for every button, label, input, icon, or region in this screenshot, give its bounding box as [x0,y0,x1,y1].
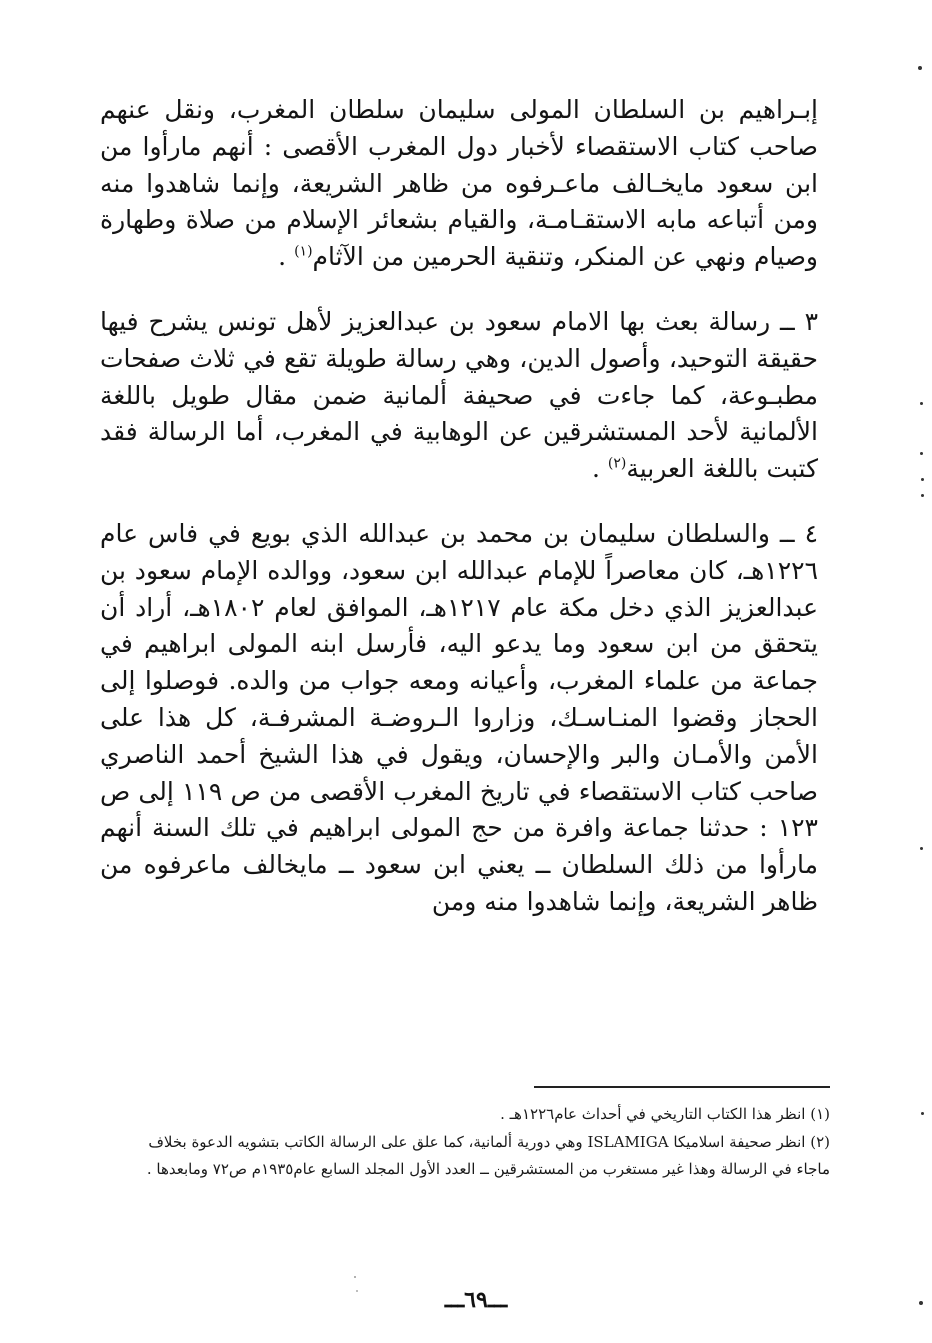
scan-speck [921,1112,924,1115]
scan-speck [921,478,924,481]
paragraph [100,516,818,921]
scan-speck [356,1290,358,1292]
page-number: ـــ٦٩ـــ [444,1287,508,1313]
paragraph-tail: . [278,242,295,272]
footnote-marker: (١) [294,243,313,260]
footnotes [118,1101,830,1184]
scan-speck [918,66,922,70]
footnote-divider [534,1086,830,1088]
scan-speck [919,1301,923,1305]
paragraph [100,92,818,276]
main-text [100,92,818,921]
footnote: (١) انظر هذا الكتاب التاريخي في أحداث عام١٢٢٦هـ . [500,1105,830,1123]
footnote-marker: (٢) [607,455,627,472]
paragraph [100,304,818,488]
scan-speck [921,494,924,497]
paragraph-text: ٣ ــ رسالة بعث بها الامام سعود بن عبدالعزيز لأهل تونس يشرح فيها حقيقة التوحيد، وأصول الدين، وهي رسالة طويلة تقع في ثلاث صفحات مطبـوعة، كما جاءت في صحيفة ألمانية ضمن مقال طويل باللغة الألمانية لأحد المستشرقين عن الوهابية في المغرب، أما الرسالة فقد كتبت باللغة العربية [100,306,818,484]
scan-speck [920,452,923,455]
paragraph-text: ٤ ــ والسلطان سليمان بن محمد بن عبدالله الذي بويع في فاس عام ١٢٢٦هـ، كان معاصراً للإمام عبدالله ابن سعود، ووالده الإمام سعود بن عبدالعزيز الذي دخل مكة عام ١٢١٧هـ، الموافق لعام ١٨٠٢هـ، أراد أن يتحقق من ابن سعود وما يدعو اليه، فأرسل ابنه المولى ابراهيم في جماعة من علماء المغرب، وأعيانه ومعه جواب من والده. فوصلوا إلى الحجاز وقضوا المنـاسـك، وزاروا الـروضـة المشرفـة، كل هذا على الأمن والأمـان والبر والإحسان، ويقول في هذا الشيخ أحمد الناصري صاحب كتاب الاستقصاء في تاريخ المغرب الأقصى من ص ١١٩ إلى ص ١٢٣ : حدثنا جماعة وافرة من حج المولى ابراهيم في تلك السنة أنهم مارأوا من ذلك السلطان ــ يعني ابن سعود ــ مايخالف ماعرفوه من ظاهر الشريعة، وإنما شاهدوا منه ومن [100,518,819,916]
footnote: (٢) انظر صحيفة اسلاميكا ISLAMIGA وهي دورية ألمانية، كما علق على الرسالة الكاتب بتشويه الدعوة بخلاف ماجاء في الرسالة وهذا غير مستغرب من المستشرقين ــ العدد الأول المجلد السابع عام١٩٣٥م ص٧٢ ومابعدها . [146,1132,830,1178]
paragraph-tail: . [591,454,608,484]
paragraph-text: إبـراهيم بن السلطان المولى سليمان سلطان المغرب، ونقل عنهم صاحب كتاب الاستقصاء لأخبار دول المغرب الأقصى : أنهم مارأوا من ابن سعود مايخـالف ماعـرفوه من ظاهر الشريعة، وإنما شاهدوا منه ومن أتباعه مابه الاستقـامـة، والقيام بشعائر الإسلام من صلاة وطهارة وصيام ونهي عن المنكر، وتنقية الحرمين من الآثام [100,95,818,272]
scan-speck [920,402,923,405]
scan-speck [920,847,923,850]
scan-speck [354,1276,356,1278]
